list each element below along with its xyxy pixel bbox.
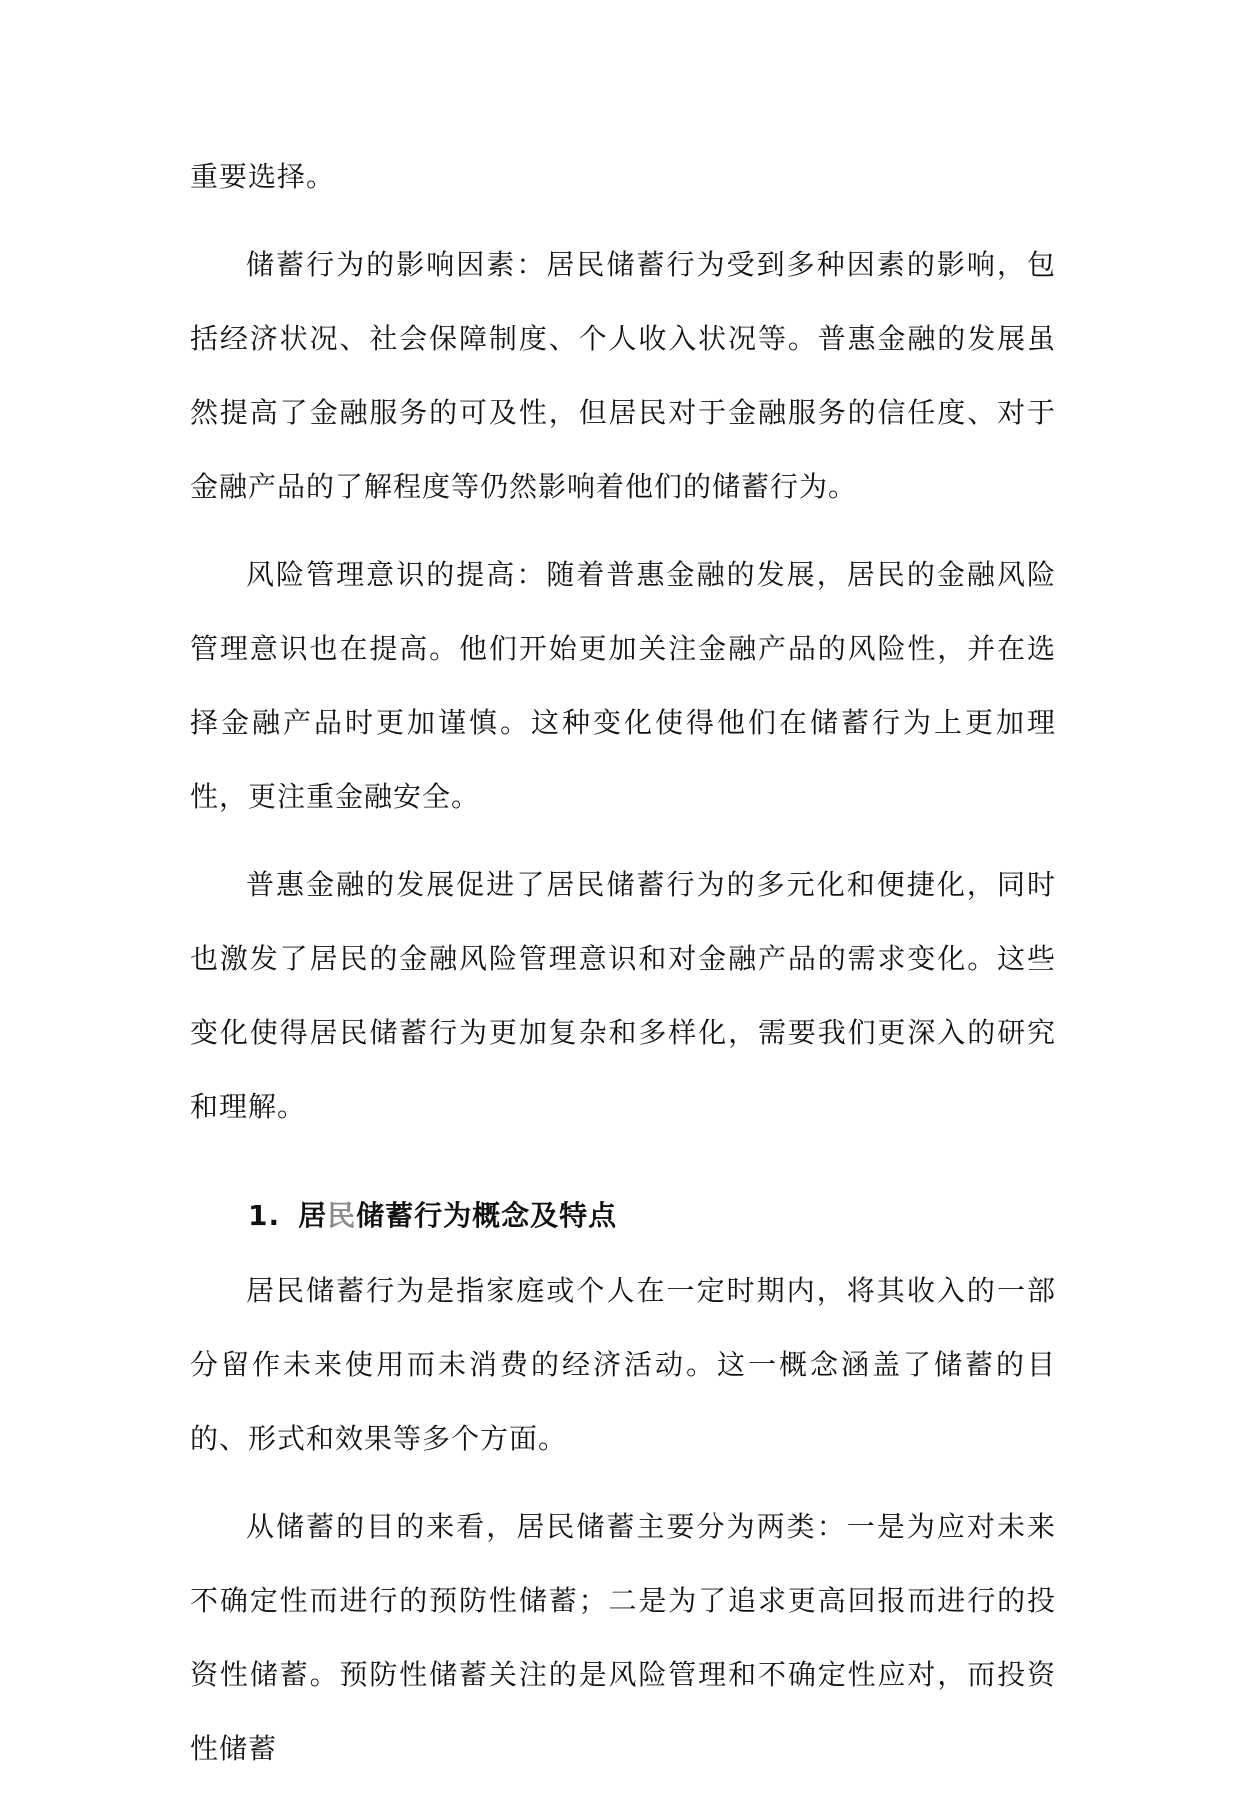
section-number: 1.: [248, 1199, 281, 1232]
paragraph-risk-awareness: 风险管理意识的提高：随着普惠金融的发展，居民的金融风险管理意识也在提高。他们开始更加关注金融产品的风险性，并在选择金融产品时更加谨慎。这种变化使得他们在储蓄行为上更加理性，更注重金融安全。: [190, 558, 1056, 813]
paragraph-definition: 居民储蓄行为是指家庭或个人在一定时期内，将其收入的一部分留作未来使用而未消费的经济活动。这一概念涵盖了储蓄的目的、形式和效果等多个方面。: [190, 1274, 1056, 1455]
paragraph-continuation: 重要选择。: [190, 160, 336, 193]
paragraph-purpose: 从储蓄的目的来看，居民储蓄主要分为两类：一是为应对未来不确定性而进行的预防性储蓄；二是为了追求更高回报而进行的投资性储蓄。预防性储蓄关注的是风险管理和不确定性应对，而投资性储蓄: [190, 1510, 1056, 1765]
heading-text-rest: 储蓄行为概念及特点: [356, 1199, 618, 1232]
paragraph-summary: 普惠金融的发展促进了居民储蓄行为的多元化和便捷化，同时也激发了居民的金融风险管理意识和对金融产品的需求变化。这些变化使得居民储蓄行为更加复杂和多样化，需要我们更深入的研究和理解。: [190, 868, 1056, 1123]
paragraph-influence-factors: 储蓄行为的影响因素：居民储蓄行为受到多种因素的影响，包括经济状况、社会保障制度、个人收入状况等。普惠金融的发展虽然提高了金融服务的可及性，但居民对于金融服务的信任度、对于金融产品的了解程度等仍然影响着他们的储蓄行为。: [190, 248, 1056, 503]
document-body: [190, 140, 1056, 1800]
heading-text-marked: 民: [327, 1199, 357, 1232]
heading-text-start: 居: [298, 1199, 328, 1232]
section-heading: [190, 1186, 1056, 1246]
